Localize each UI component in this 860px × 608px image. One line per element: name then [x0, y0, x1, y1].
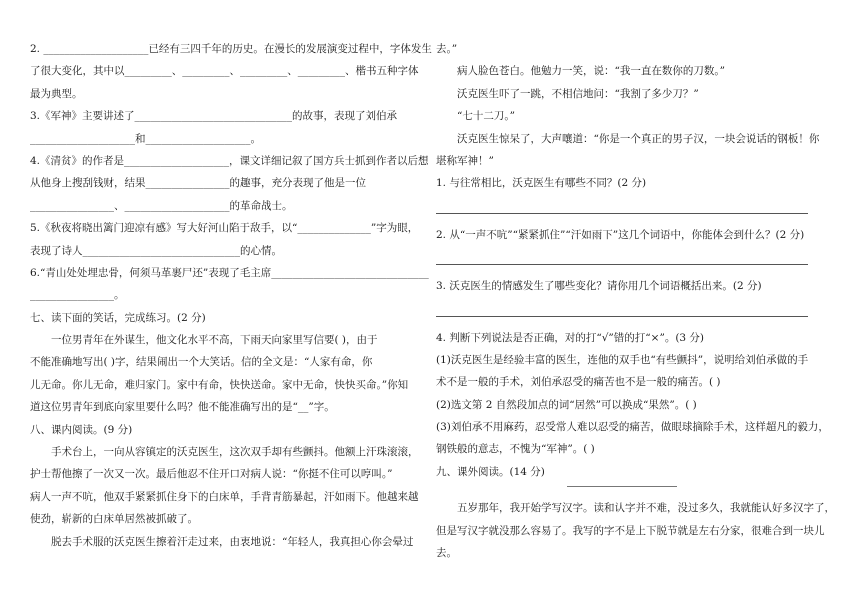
right-line-2: 病人脸色苍白。他勉力一笑，说：“我一直在数你的刀数。” [457, 65, 725, 78]
section-9-heading: 九、课外阅读。(14 分) [436, 465, 545, 478]
left-line-14: 一位男青年在外谋生，他文化水平不高，下雨天向家里写信要( )，由于 [51, 334, 378, 347]
left-line-10: 表现了诗人______________________________的心情。 [30, 244, 282, 257]
question-3: 3. 沃克医生的情感发生了哪些变化？请你用几个词语概括出来。(2 分) [436, 280, 762, 293]
question-2: 2. 从“一声不吭”“紧紧抓住”“汗如雨下”这几个词语中，你能体会到什么？(2 分) [436, 228, 805, 241]
right-line-1: 去。” [436, 43, 458, 55]
left-line-20: 护士帮他擦了一次又一次。最后他忍不住开口对病人说：“你挺不住可以哼叫。” [30, 468, 393, 481]
right-line-19: 去。 [436, 547, 457, 560]
left-line-2: 了很大变化，其中以_________、_________、_________、_________、楷书五种字体 [30, 65, 419, 78]
left-line-9: 5.《秋夜将晓出篱门迎凉有感》写大好河山陷于敌手，以“______________”字为眼， [30, 222, 419, 235]
left-line-7: 从他身上搜刮钱财，结果________________的趣事，充分表现了他是一位 [30, 177, 366, 190]
statement-1-line-2: 术不是一般的手术，刘伯承忍受的痛苦也不是一般的痛苦。( ) [436, 376, 721, 389]
left-line-1: 2. ____________________已经有三四千年的历史。在漫长的发展演变过程中，字体发生 [30, 43, 432, 55]
left-column [30, 38, 432, 553]
statement-2: (2)选文第 2 自然段加点的词“居然”可以换成“果然”。( ) [436, 398, 697, 411]
statement-3-line-1: (3)刘伯承不用麻药，忍受常人难以忍受的痛苦，做眼球摘除手术，这样超凡的毅力， [436, 421, 829, 434]
statement-1-line-1: (1)沃克医生是经验丰富的医生，连他的双手也“有些颤抖”，说明给刘伯承做的手 [436, 353, 809, 366]
title-blank-line[interactable] [567, 485, 677, 487]
answer-line-1[interactable] [436, 201, 808, 214]
left-line-19: 手术台上，一向从容镇定的沃克医生，这次双手却有些颤抖。他额上汗珠滚滚， [51, 446, 419, 459]
left-line-12: ________________。 [30, 289, 125, 302]
left-line-15: 不能准确地写出( )字，结果闹出一个大笑话。信的全文是：“人家有命，你 [30, 356, 373, 369]
right-line-6: 堪称军神！” [436, 154, 494, 167]
left-line-6: 4.《清贫》的作者是____________________，课文详细记叙了国方兵士抓到作者以后想 [30, 154, 429, 167]
question-1: 1. 与往常相比，沃克医生有哪些不同？(2 分) [436, 177, 647, 190]
left-line-22: 使劲，崭新的白床单居然被抓破了。 [30, 513, 198, 526]
right-line-3: 沃克医生吓了一跳，不相信地问：“我割了多少刀？” [457, 87, 699, 100]
left-line-17: 道这位男青年到底向家里要什么吗？他不能准确写出的是“__”字。 [30, 401, 335, 414]
section-8-heading: 八、课内阅读。(9 分) [30, 423, 133, 436]
answer-line-2[interactable] [436, 252, 808, 265]
right-column [436, 38, 835, 564]
left-line-16: 儿无命。你儿无命，难归家门。家中有命，快快送命。家中无命，快快买命。”你知 [30, 378, 409, 391]
right-line-5: 沃克医生惊呆了，大声嚷道：“你是一个真正的男子汉，一块会说话的钢板！你 [457, 132, 820, 145]
left-line-5: ____________________和____________________。 [30, 132, 261, 145]
left-line-3: 最为典型。 [30, 87, 83, 100]
right-line-4: “七十二刀。” [457, 110, 515, 123]
right-line-18: 但是写汉字就没那么容易了。我写的字不是上下脱节就是左右分家，很难合到一块儿 [436, 524, 825, 537]
left-line-8: ________________、____________________的革命战士。 [30, 199, 293, 212]
left-line-23: 脱去手术服的沃克医生擦着汗走过来，由衷地说：“年轻人，我真担心你会晕过 [51, 535, 414, 548]
left-line-11: 6.“青山处处埋忠骨，何须马革裹尸还”表现了毛主席______________________________ [30, 266, 429, 279]
left-line-21: 病人一声不吭，他双手紧紧抓住身下的白床单，手背青筋暴起，汗如雨下。他越来越 [30, 490, 419, 503]
answer-line-3[interactable] [436, 304, 808, 317]
left-line-4: 3.《军神》主要讲述了______________________________的故事，表现了刘伯承 [30, 110, 398, 123]
right-line-17: 五岁那年，我开始学写汉字。读和认字并不难，没过多久，我就能认好多汉字了， [457, 502, 835, 515]
question-4: 4. 判断下列说法是否正确，对的打“√”错的打“×”。(3 分) [436, 331, 705, 344]
statement-3-line-2: 钢铁般的意志，不愧为“军神”。( ) [436, 443, 595, 456]
section-7-heading: 七、读下面的笑话，完成练习。(2 分) [30, 311, 206, 324]
